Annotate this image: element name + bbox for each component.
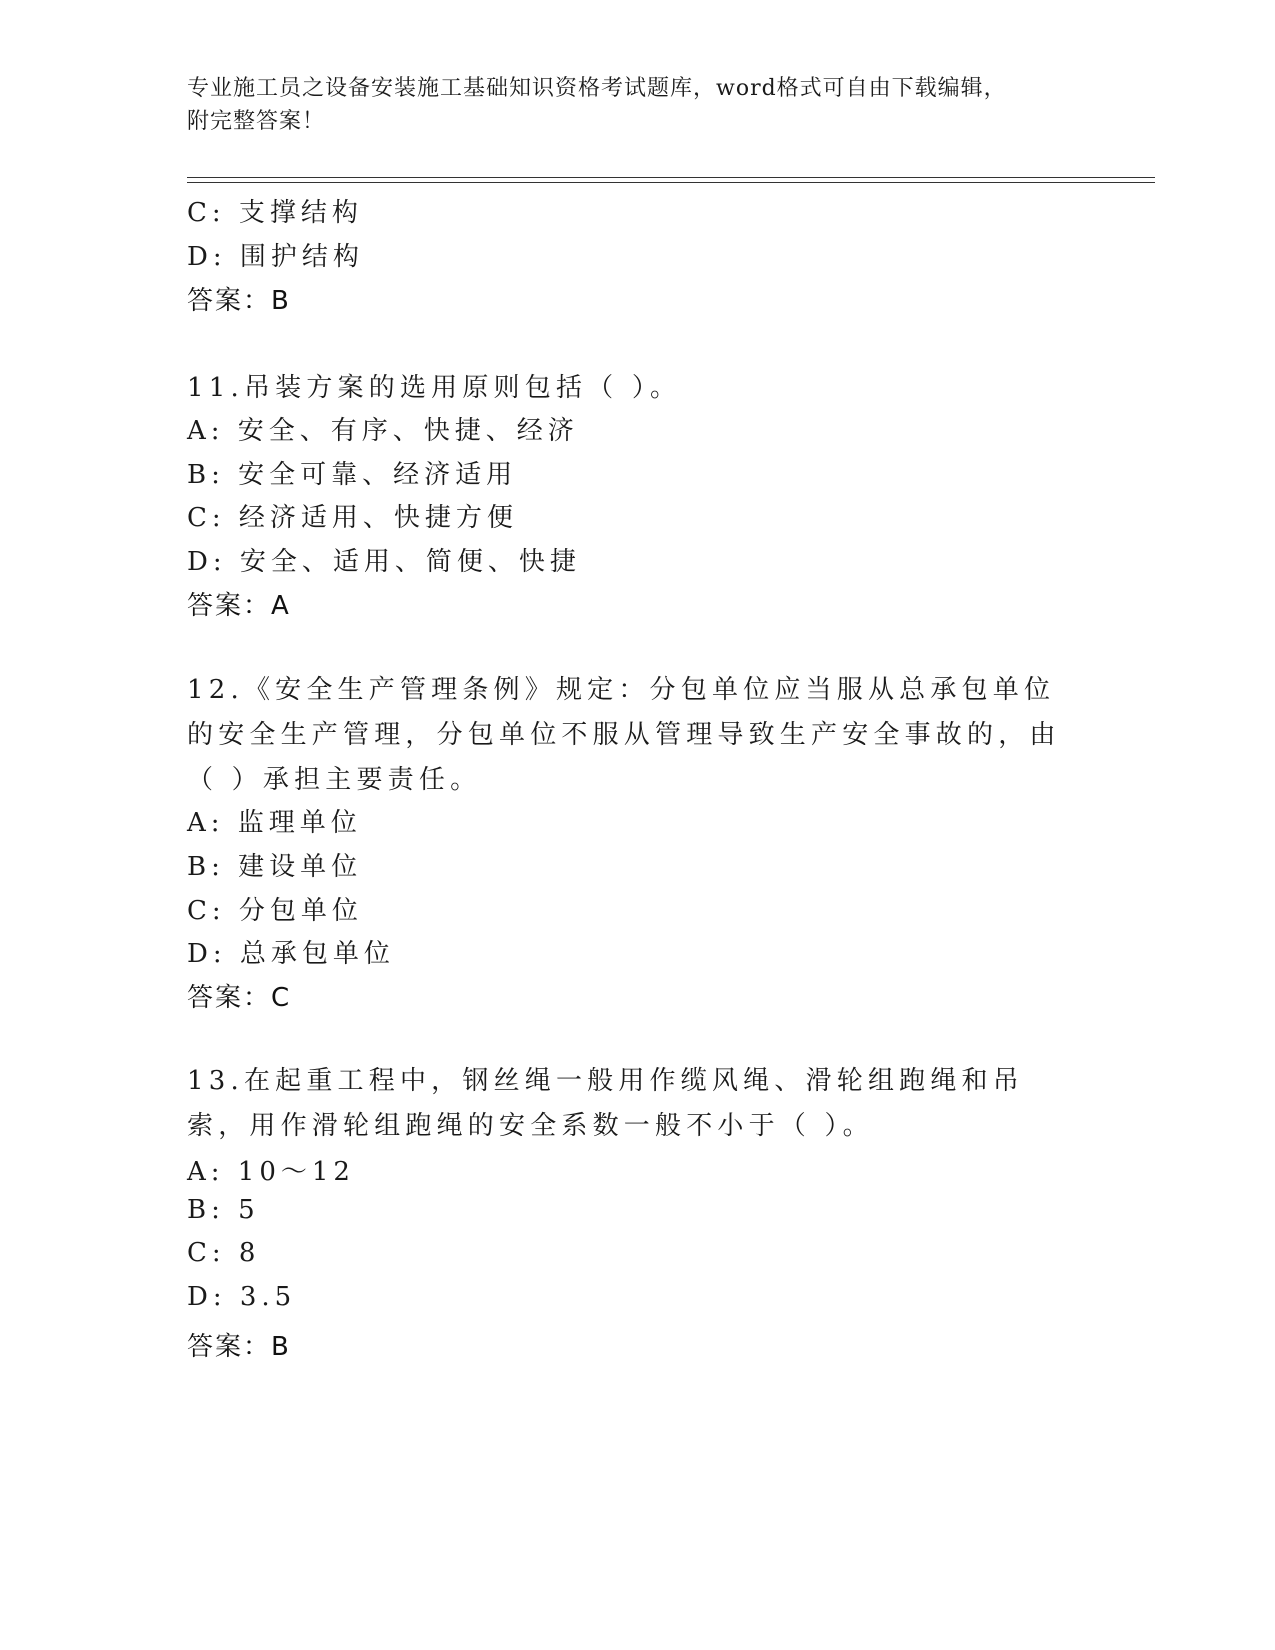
q11-answer: 答案：A	[187, 591, 291, 621]
header-title-line2: 附完整答案！	[187, 109, 326, 134]
header-divider-bottom	[187, 182, 1155, 183]
q12-option-a: A: 监理单位	[187, 808, 362, 838]
q13-stem: 13.在起重工程中，钢丝绳一般用作缆风绳、滑轮组跑绳和吊索，用作滑轮组跑绳的安全系数一般不小于（ ）。	[187, 1066, 1024, 1141]
q13-option-a: A: 10～12	[187, 1157, 355, 1187]
header-divider-top	[187, 177, 1155, 178]
q11-option-b: B: 安全可靠、经济适用	[187, 460, 518, 490]
q12-stem: 12.《安全生产管理条例》规定：分包单位应当服从总承包单位的安全生产管理，分包单位不服从管理导致生产安全事故的，由（ ）承担主要责任。	[187, 675, 1061, 795]
q10-option-d: D: 围护结构	[187, 242, 364, 272]
q11-option-d: D: 安全、适用、简便、快捷	[187, 547, 581, 577]
q13-answer: 答案：B	[187, 1332, 291, 1362]
q12-answer: 答案：C	[187, 983, 292, 1013]
q13-option-c: C: 8	[187, 1238, 261, 1268]
q13-option-d: D: 3.5	[187, 1282, 297, 1312]
header-title-line1: 专业施工员之设备安装施工基础知识资格考试题库，word格式可自由下载编辑，	[187, 76, 1007, 101]
document-header	[187, 72, 1067, 138]
q13-option-b: B: 5	[187, 1195, 260, 1225]
q11-option-c: C: 经济适用、快捷方便	[187, 503, 518, 533]
q10-option-c: C: 支撑结构	[187, 198, 363, 228]
q12-option-b: B: 建设单位	[187, 852, 363, 882]
q11-stem: 11.吊装方案的选用原则包括（ ）。	[187, 373, 682, 403]
q12-option-c: C: 分包单位	[187, 896, 363, 926]
q12-option-d: D: 总承包单位	[187, 939, 395, 969]
q10-answer: 答案：B	[187, 286, 291, 316]
q11-option-a: A: 安全、有序、快捷、经济	[187, 416, 579, 446]
